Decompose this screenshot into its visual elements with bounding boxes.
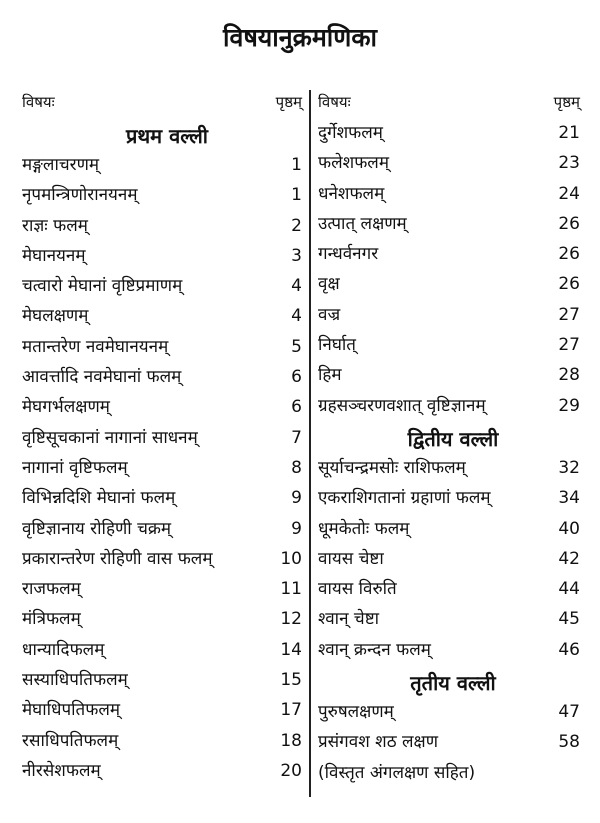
toc-entry-label: फलेशफलम्: [318, 153, 389, 174]
toc-entry-page: 6: [291, 397, 302, 418]
toc-entry: [318, 729, 580, 759]
toc-entry-page: 1: [291, 185, 302, 206]
toc-entry-label: विभिन्नदिशि मेघानां फलम्: [22, 488, 176, 509]
toc-entry-label: मेघाधिपतिफलम्: [22, 700, 121, 721]
toc-entry-label: दुर्गेशफलम्: [318, 123, 383, 143]
toc-entry: [22, 728, 302, 758]
toc-entry-label: प्रकारान्तरेण रोहिणी वास फलम्: [22, 548, 213, 569]
toc-entry-page: 42: [558, 548, 580, 569]
toc-entry: [318, 241, 580, 271]
toc-entry-label: गन्धर्वनगर: [318, 244, 379, 265]
toc-entry-page: 27: [558, 335, 580, 356]
toc-entry: [318, 362, 580, 392]
right-entries-list-1: [318, 120, 580, 423]
toc-entry-label: मंत्रिफलम्: [22, 609, 81, 630]
toc-entry-page: 11: [280, 579, 302, 600]
toc-entry-page: 4: [291, 306, 302, 327]
header-subject: विषयः: [22, 93, 55, 111]
toc-entry-label: नागानां वृष्टिफलम्: [22, 457, 128, 478]
toc-entry: [22, 273, 302, 303]
toc-entry-page: 1: [291, 155, 302, 175]
toc-entry-page: 2: [291, 215, 302, 236]
toc-entry: [22, 758, 302, 788]
page-title: विषयानुक्रमणिका: [222, 23, 378, 52]
toc-entry: [318, 455, 580, 485]
toc-entry-page: 12: [280, 609, 302, 630]
toc-entry-label: श्वान् क्रन्दन फलम्: [318, 639, 431, 660]
toc-entry-label: राजफलम्: [22, 579, 81, 600]
toc-entry-page: 47: [558, 702, 580, 723]
toc-entry: [318, 332, 580, 362]
toc-entry-page: 7: [291, 427, 302, 448]
toc-entry-page: 5: [291, 336, 302, 357]
toc-entry-label: वायस विरुति: [318, 579, 397, 600]
toc-entry-page: 45: [558, 609, 580, 630]
toc-entry: [318, 485, 580, 515]
toc-entry: [318, 120, 580, 150]
right-column: [318, 92, 580, 790]
toc-entry-page: 14: [280, 639, 302, 660]
toc-entry: [318, 150, 580, 180]
toc-entry: [22, 606, 302, 636]
toc-entry-page: 4: [291, 276, 302, 297]
toc-entry-label: मतान्तरेण नवमेघानयनम्: [22, 336, 169, 357]
toc-entry-label: धूमकेतोः फलम्: [318, 518, 410, 539]
toc-entry-page: 27: [558, 304, 580, 325]
toc-entry-label: श्वान् चेष्टा: [318, 609, 380, 630]
toc-entry-page: 26: [558, 274, 580, 295]
toc-entry-page: 10: [280, 548, 302, 569]
toc-entry-page: 29: [558, 395, 580, 416]
toc-entry-label: मङ्गलाचरणम्: [22, 155, 100, 175]
left-entries-list: [22, 152, 302, 788]
toc-entry-label: सूर्याचन्द्रमसोः राशिफलम्: [318, 457, 466, 478]
toc-entry: [318, 637, 580, 667]
toc-entry-page: 23: [558, 153, 580, 174]
right-entries-list-2: [318, 455, 580, 667]
column-header: [318, 92, 580, 120]
toc-entry-page: 21: [558, 123, 580, 143]
toc-entry-page: 8: [291, 457, 302, 478]
toc-entry: [22, 576, 302, 606]
section-title-first: प्रथम वल्ली: [126, 124, 208, 148]
toc-entry: [318, 271, 580, 301]
toc-entry: [22, 637, 302, 667]
toc-entry: [22, 546, 302, 576]
toc-entry: [22, 213, 302, 243]
toc-entry: [22, 516, 302, 546]
toc-entry-label: धनेशफलम्: [318, 183, 385, 204]
toc-entry-page: 3: [291, 245, 302, 266]
toc-entry-label: एकराशिगतानां ग्रहाणां फलम्: [318, 488, 491, 509]
column-header: [22, 92, 302, 120]
toc-entry: [318, 302, 580, 332]
toc-entry-label: पुरुषलक्षणम्: [318, 702, 394, 723]
toc-entry-label: वृष्टिज्ञानाय रोहिणी चक्रम्: [22, 518, 172, 539]
toc-entry: [318, 516, 580, 546]
toc-entry-page: 40: [558, 518, 580, 539]
toc-entry-label: राज्ञः फलम्: [22, 215, 88, 236]
header-subject: विषयः: [318, 93, 351, 111]
toc-entry-page: 9: [291, 488, 302, 509]
toc-entry-page: 58: [558, 732, 580, 753]
toc-entry-page: 17: [280, 700, 302, 721]
toc-entry-label: ग्रहसञ्चरणवशात् वृष्टिज्ञानम्: [318, 395, 486, 416]
toc-entry: [318, 699, 580, 729]
toc-entry-label: धान्यादिफलम्: [22, 639, 105, 660]
column-divider: [309, 90, 311, 797]
toc-entry-page: 26: [558, 244, 580, 265]
toc-entry-page: 26: [558, 213, 580, 234]
toc-entry: [318, 211, 580, 241]
toc-entry: [22, 364, 302, 394]
toc-entry-page: 20: [280, 760, 302, 781]
toc-entry: [22, 697, 302, 727]
toc-entry-label: वृक्ष: [318, 274, 340, 295]
toc-entry-page: 46: [558, 639, 580, 660]
toc-entry-label: वज्र: [318, 304, 341, 325]
toc-entry-label: सस्याधिपतिफलम्: [22, 670, 128, 691]
toc-entry-label: चत्वारो मेघानां वृष्टिप्रमाणम्: [22, 276, 183, 297]
toc-entry: [318, 181, 580, 211]
toc-entry-page: 6: [291, 367, 302, 388]
toc-entry-page: 32: [558, 457, 580, 478]
toc-entry-label: नृपमन्त्रिणोरानयनम्: [22, 185, 138, 206]
toc-entry-page: 44: [558, 579, 580, 600]
toc-entry-page: 24: [558, 183, 580, 204]
toc-entry: [318, 576, 580, 606]
toc-entry-label: प्रसंगवश शठ लक्षण: [318, 732, 438, 753]
toc-entry: [22, 425, 302, 455]
toc-entry-label: वृष्टिसूचकानां नागानां साधनम्: [22, 427, 198, 448]
toc-entry-label: रसाधिपतिफलम्: [22, 730, 119, 751]
toc-entry: [318, 393, 580, 423]
toc-entry-label: उत्पात् लक्षणम्: [318, 213, 407, 234]
toc-entry-label: नीरसेशफलम्: [22, 760, 101, 781]
section-title-third: तृतीय वल्ली: [410, 671, 496, 696]
toc-entry-page: 9: [291, 518, 302, 539]
toc-entry-label: मेघानयनम्: [22, 245, 86, 266]
toc-entry: [318, 606, 580, 636]
toc-entry: [22, 334, 302, 364]
toc-entry: [22, 485, 302, 515]
toc-entry: [22, 303, 302, 333]
header-page: पृष्ठम्: [275, 93, 302, 111]
toc-entry-label: निर्घात्: [318, 335, 356, 356]
toc-entry-page: 18: [280, 730, 302, 751]
toc-entry: [22, 152, 302, 182]
section-title-second: द्वितीय वल्ली: [407, 426, 499, 451]
toc-entry: [22, 667, 302, 697]
note-text: (विस्तृत अंगलक्षण सहित): [318, 762, 476, 783]
toc-entry: [318, 546, 580, 576]
toc-entry-label: हिम: [318, 365, 342, 386]
toc-entry: [22, 243, 302, 273]
right-entries-list-3: [318, 699, 580, 760]
toc-entry: [22, 394, 302, 424]
toc-entry-label: मेघलक्षणम्: [22, 306, 89, 327]
toc-entry-label: आवर्त्तादि नवमेघानां फलम्: [22, 367, 182, 388]
toc-entry-page: 34: [558, 488, 580, 509]
left-column: [22, 92, 302, 788]
toc-entry-page: 28: [558, 365, 580, 386]
header-page: पृष्ठम्: [553, 93, 580, 111]
toc-entry: [22, 182, 302, 212]
toc-entry-label: वायस चेष्टा: [318, 548, 384, 569]
toc-entry-label: मेघगर्भलक्षणम्: [22, 397, 110, 418]
toc-entry-page: 15: [280, 670, 302, 691]
toc-entry: [22, 455, 302, 485]
